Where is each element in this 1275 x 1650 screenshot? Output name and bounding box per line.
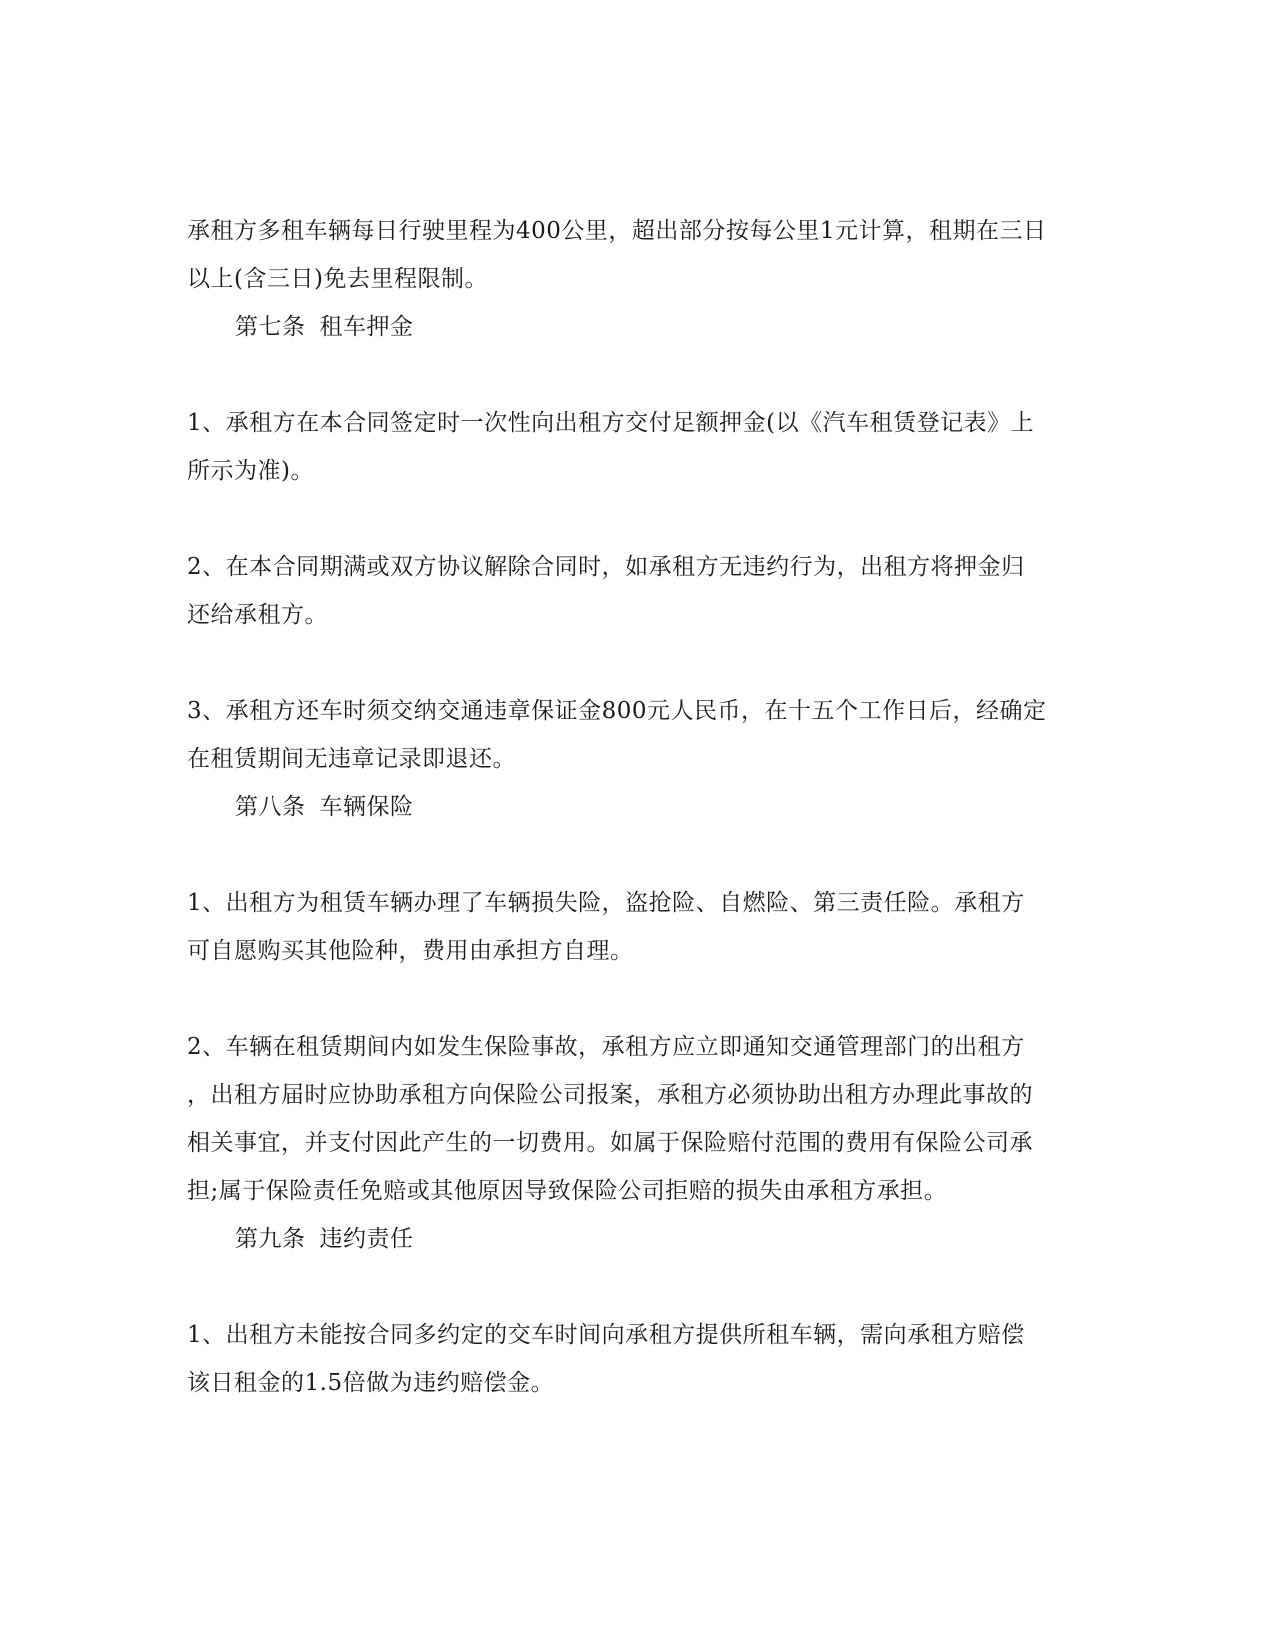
article-9-item-1: [187, 1311, 1087, 1407]
text-line: 承租方多租车辆每日行驶里程为400公里，超出部分按每公里1元计算，租期在三日: [187, 218, 1047, 244]
text-line: 相关事宜，并支付因此产生的一切费用。如属于保险赔付范围的费用有保险公司承: [187, 1130, 1033, 1156]
text-line: 所示为准)。: [187, 458, 314, 484]
text-line: ，出租方届时应协助承租方向保险公司报案，承租方必须协助出租方办理此事故的: [187, 1082, 1033, 1108]
article-number: 第八条: [235, 794, 306, 820]
article-number: 第七条: [235, 314, 306, 340]
text-line: 3、承租方还车时须交纳交通违章保证金800元人民币，在十五个工作日后，经确定: [187, 698, 1047, 724]
article-7-item-1: [187, 399, 1087, 495]
text-line: 2、在本合同期满或双方协议解除合同时，如承租方无违约行为，出租方将押金归: [187, 554, 1025, 580]
text-line: 还给承租方。: [187, 602, 328, 628]
text-line: 2、车辆在租赁期间内如发生保险事故，承租方应立即通知交通管理部门的出租方: [187, 1034, 1025, 1060]
text-line: 担;属于保险责任免赔或其他原因导致保险公司拒赔的损失由承租方承担。: [187, 1178, 948, 1204]
text-line: 1、出租方为租赁车辆办理了车辆损失险，盗抢险、自燃险、第三责任险。承租方: [187, 890, 1025, 916]
article-title: 租车押金: [319, 314, 414, 340]
article-title: 车辆保险: [319, 794, 414, 820]
text-line: 以上(含三日)免去里程限制。: [187, 266, 488, 292]
article-7-item-2: [187, 543, 1087, 639]
text-line: 1、承租方在本合同签定时一次性向出租方交付足额押金(以《汽车租赁登记表》上: [187, 410, 1035, 436]
article-8-item-1: [187, 879, 1087, 975]
document-body: [187, 207, 1087, 1407]
article-title: 违约责任: [319, 1226, 414, 1252]
article-number: 第九条: [235, 1226, 306, 1252]
article-7-heading: [187, 303, 1087, 351]
article-9-heading: [187, 1215, 1087, 1263]
article-8-heading: [187, 783, 1087, 831]
text-line: 1、出租方未能按合同多约定的交车时间向承租方提供所租车辆，需向承租方赔偿: [187, 1322, 1025, 1348]
text-line: 可自愿购买其他险种，费用由承担方自理。: [187, 938, 634, 964]
text-line: 该日租金的1.5倍做为违约赔偿金。: [187, 1370, 555, 1396]
article-8-item-2: [187, 1023, 1087, 1215]
article-7-item-3: [187, 687, 1087, 783]
intro-paragraph: [187, 207, 1087, 303]
text-line: 在租赁期间无违章记录即退还。: [187, 746, 516, 772]
